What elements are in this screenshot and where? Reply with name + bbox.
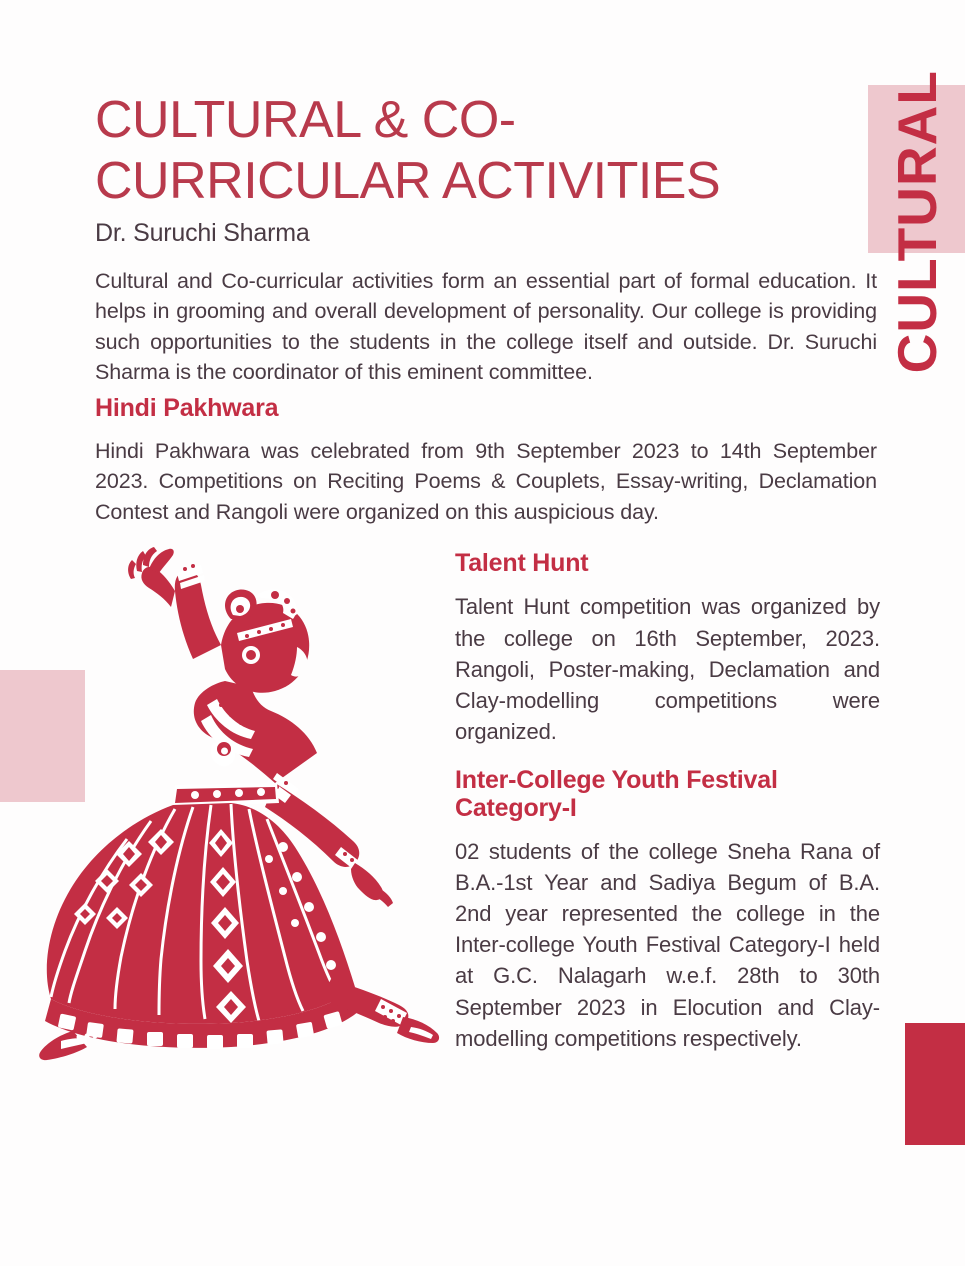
- intro-paragraph: Cultural and Co-curricular activities form an essential part of formal education. It helps in grooming and overall development of personality. Our college is providing such opportunities to the students in the college itself and outside. Dr. Suruchi Sharma is the coordinator of this eminent committee.: [95, 268, 877, 385]
- section-paragraph-youth-festival: 02 students of the college Sneha Rana of B.A.-1st Year and Sadiya Begum of B.A. 2nd year represented the college in the Inter-college Youth Festival Category-I held at G.C. Nalagarh w.e.f. 28th to 30th September 2023 in Elocution and Clay-modelling competitions respectively.: [455, 838, 880, 1051]
- indian-classical-dancer-icon: [25, 547, 445, 1107]
- page-content: [95, 90, 880, 1177]
- vertical-side-tab-label: CULTURAL: [885, 70, 948, 374]
- author-name: Dr. Suruchi Sharma: [95, 218, 310, 247]
- decorative-pink-block-top-right: [868, 85, 965, 253]
- illustration-column: [25, 547, 445, 1107]
- text-column: [455, 549, 880, 1060]
- section-heading-talent-hunt: Talent Hunt: [455, 549, 589, 578]
- section-paragraph-talent-hunt: Talent Hunt competition was organized by the college on 16th September, 2023. Rangoli, Poster-making, Declamation and Clay-modelling competitions were organized.: [455, 594, 880, 745]
- section-heading-youth-festival: Inter-College Youth Festival Category-I: [455, 765, 778, 822]
- lower-two-column-area: [95, 537, 880, 1177]
- page-title: CULTURAL & CO-CURRICULAR ACTIVITIES: [95, 91, 721, 211]
- section-heading-hindi-pakhwara: Hindi Pakhwara: [95, 393, 279, 422]
- section-paragraph-hindi-pakhwara: Hindi Pakhwara was celebrated from 9th September 2023 to 14th September 2023. Competitions on Reciting Poems & Couplets, Essay-writing, Declamation Contest and Rangoli were organized on this auspicious day.: [95, 438, 877, 524]
- decorative-red-block-bottom-right: [905, 1023, 965, 1145]
